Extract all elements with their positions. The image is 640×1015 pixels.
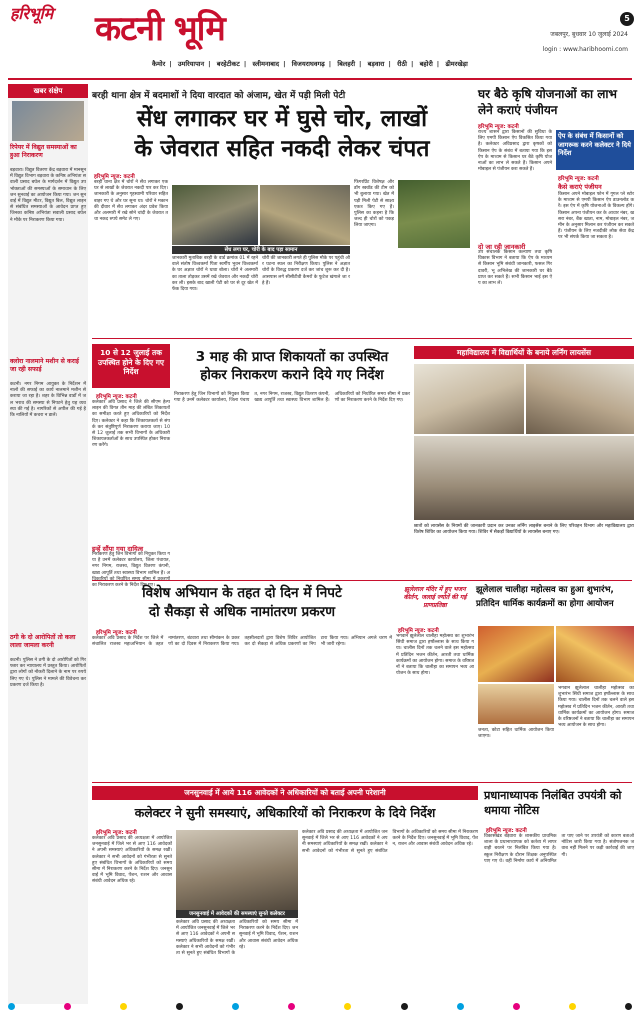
nav-item[interactable]: बहोरी xyxy=(419,60,433,68)
lead-photo-3 xyxy=(398,180,470,248)
principal-byline: हरिभूमि न्यूज: कटनी xyxy=(486,828,527,834)
jhulelal-byline: हरिभूमि न्यूज: कटनी xyxy=(398,628,439,634)
agri-byline: हरिभूमि न्यूज: कटनी xyxy=(478,124,519,130)
hearing-text-3: कलेक्टर अवि प्रसाद की अध्यक्षता में आयोजित जनसुनवाई में जिले भर से आए 116 आवेदकों ने अपनी समस्याएं अधिकारियों के समक्ष रखीं। कलेक्टर ने सभी आवेदनों को गंभीरता से सुनते हुए संबंधित विभागों के अधिकारियों को समय सीमा में निराकरण करने के निर्देश दिए। जनसुनवाई में भूमि विवाद, पेंशन, राशन और आवास संबंधी आवेदन अधिक रहे। xyxy=(302,830,478,854)
agri-text: राज्य शासन द्वारा किसानों की सुविधा के लिए एमपी किसान ऐप विकसित किया गया है। कलेक्टर अविप्रसाद द्वारा कृषकों को किसान ऐप के संबंध में बताया गया कि इस ऐप के माध्यम से किसान घर बैठे कृषि योजनाओं का लाभ ले सकते हैं। किसान अपने मोबाइल से पंजीयन करा सकते हैं। xyxy=(478,130,552,173)
campaign-headline-1: विशेष अभियान के तहत दो दिन में निपटे xyxy=(142,585,342,601)
jhulelal-caption: जनता, कोटा सहित धार्मिक आयोजन किया जाएगा। xyxy=(478,728,554,740)
jhulelal-photo-3 xyxy=(478,684,554,724)
jhulelal-photo-1 xyxy=(478,626,554,682)
jhulelal-photo-2 xyxy=(556,626,634,682)
sidebar-text-3: कटनी। पुलिस ने ठगी के दो आरोपितों को गिरफ्तार कर न्यायालय में प्रस्तुत किया। आरोपितों द्वारा लोगों को नौकरी दिलाने के नाम पर रुपये लिए गए थे। पुलिस ने मामले की विवेचना कर प्रकरण दर्ज किया है। xyxy=(10,658,86,688)
complaints-subhead: इन्हें सौंपा गया दायित्व xyxy=(92,545,143,553)
hearing-text-2: कलेक्टर अवि प्रसाद की अध्यक्षता में आयोजित जनसुनवाई में जिले भर से आए 116 आवेदकों ने अपनी समस्याएं अधिकारियों के समक्ष रखीं। कलेक्टर ने सभी आवेदनों को गंभीरता से सुनते हुए संबंधित विभागों के अधिकारियों को समय सीमा में निराकरण करने के निर्देश दिए। जनसुनवाई में भूमि विवाद, पेंशन, राशन और आवास संबंधी आवेदन अधिक रहे। xyxy=(176,920,298,957)
nav-item[interactable]: बिलहरी xyxy=(337,60,356,68)
agri-text-2: उप संचालक किसान कल्याण तथा कृषि विकास विभाग ने बताया कि ऐप के माध्यम से किसान भूमि संबंधी जानकारी, फसल गिरदावरी, भू अभिलेख की जानकारी घर बैठे प्राप्त कर सकते हैं। सभी किसान भाई इस ऐप का लाभ लें। xyxy=(478,250,552,287)
lead-column-1: बरही थाना क्षेत्र में चोरों ने सेंध लगाकर एक घर से लाखों के जेवरात नकदी पार कर दिए। जानकारी के अनुसार गृहस्वामी परिवार सहित बाहर गए थे और घर सूना था। चोरों ने मकान की दीवार में सेंध लगाकर अंदर प्रवेश किया और अलमारी में रखे सोने चांदी के जेवरात तथा नकद रुपये समेट ले गए। xyxy=(94,180,168,223)
agri-box-subhead: कैसे कराएं पंजीयन xyxy=(558,183,602,191)
complaints-text: कलेक्टर अवि प्रसाद ने जिले की सीएम हेल्पलाइन की विगत तीन माह की लंबित शिकायतों का समीक्षा करते हुए अधिकारियों को निर्देश दिए। कलेक्टर ने कहा कि शिकायतकर्ता से संपर्क कर संतुष्टिपूर्ण निराकरण कराया जाए। 10 से 12 जुलाई तक सभी विभागों के अधिकारी शिकायतकर्ताओं के साथ उपस्थित होकर निराकरण करेंगे। xyxy=(92,400,170,449)
dateline: जबलपुर, बुधवार 10 जुलाई 2024 xyxy=(550,31,628,38)
college-caption: छात्रों को लायसेंस के नियमों की जानकारी प्रदान कर उनका लर्निंग लाइसेंस बनाने के लिए परिवहन विभाग और महाविद्यालय द्वारा विशेष शिविर का आयोजन किया गया। शिविर में सैकड़ों विद्यार्थियों के लायसेंस बनाए गए। xyxy=(414,524,634,536)
sidebar-headline-1: रिपेयर में विद्युत समस्याओं का हुआ निराकरण xyxy=(10,144,77,159)
color-mark xyxy=(8,1003,15,1010)
color-mark xyxy=(176,1003,183,1010)
color-mark xyxy=(625,1003,632,1010)
agri-headline: घर बैठे कृषि योजनाओं का लाभ लेने कराएं पंजीयन xyxy=(478,87,617,117)
section-nav: कैमोर | उमरियापान | बरहेटीकट | स्लीमनाबाद | विजयराघवगढ़ | बिलहरी | बड़वारा | रीठी | बहोरी | ढीमरखेड़ा xyxy=(152,60,468,68)
campaign-text: कलेक्टर अवि प्रसाद के निर्देश पर जिले में संचालित राजस्व महाअभियान के तहत नामांतरण, बंटवारा तथा सीमांकन के प्रकरणों का दो दिवस में निराकरण किया गया। तहसीलदारों द्वारा विशेष शिविर आयोजित कर दो सैकड़ा से अधिक प्रकरणों का निपटारा किया गया। अभियान अगले चरण में भी जारी रहेगा। xyxy=(92,636,392,648)
college-photo-1 xyxy=(414,364,524,434)
hearing-byline: हरिभूमि न्यूज: कटनी xyxy=(96,830,137,836)
campaign-byline: हरिभूमि न्यूज: कटनी xyxy=(96,630,137,636)
jhulelal-text-2: भगवान झूलेलाल चालीहा महोत्सव का शुभारंभ सिंधी समाज द्वारा हर्षोल्लास के साथ किया गया। चालीस दिनों तक चलने वाले इस महोत्सव में प्रतिदिन भजन कीर्तन, आरती तथा धार्मिक कार्यक्रमों का आयोजन होगा। समाज के वरिष्ठजनों ने बताया कि चालीहा का समापन भव्य आयोजन के साथ होगा। xyxy=(558,686,634,729)
color-mark xyxy=(288,1003,295,1010)
color-mark xyxy=(569,1003,576,1010)
jhulelal-red-text: झूलेलाल मंदिर में हुए भजन कीर्तन, जलाई ज्योतें की गई प्राणप्रतिष्ठा xyxy=(403,586,467,609)
login-link[interactable]: login : www.haribhoomi.com xyxy=(542,46,628,53)
lead-kicker: बरही थाना क्षेत्र में बदमाशों ने दिया वारदात को अंजाम, खेत में पड़ी मिली पेटी xyxy=(92,91,346,101)
header-divider xyxy=(8,78,632,80)
complaints-headline-1: 3 माह की प्राप्त शिकायतों का उपस्थित xyxy=(195,349,389,365)
jhulelal-headline-1: झूलेलाल चालीहा महोत्सव का हुआ शुभारंभ, xyxy=(476,585,614,595)
brand-name: हरिभूमि xyxy=(10,4,53,23)
page-number: 5 xyxy=(620,12,634,26)
college-banner: महाविद्यालय में विद्यार्थियों के बनाये लर्निंग लायसेंस xyxy=(414,346,634,359)
nav-item[interactable]: उमरियापान xyxy=(177,60,205,68)
masthead-logo xyxy=(10,2,53,24)
lead-column-3: चोरी की जानकारी लगते ही पुलिस मौके पर पहुंची और घटना स्थल का निरीक्षण किया। पुलिस ने अज्ञात चोरों के विरुद्ध प्रकरण दर्ज कर जांच शुरू कर दी है। आसपास लगे सीसीटीवी कैमरों के फुटेज खंगाले जा रहे हैं। xyxy=(262,256,350,286)
registration-marks xyxy=(8,1003,632,1011)
agri-subhead: दो जा रही जानकारी xyxy=(478,243,526,251)
sidebar-title: खबर संक्षेप xyxy=(8,84,88,98)
color-mark xyxy=(344,1003,351,1010)
lead-headline-2: के जेवरात सहित नकदी लेकर चंपत xyxy=(134,136,430,162)
sidebar-headline-3: ठगी के दो आरोपितों तो कला लाला जामला करनी xyxy=(10,634,76,649)
agri-box-text: किसान अपने मोबाइल फोन में गूगल प्ले स्टोर के माध्यम से एमपी किसान ऐप डाउनलोड करें। इस ऐप में कृषि योजनाओं के विकल्प होंगे। किसान अपना पंजीयन कर के आधार नंबर, खसरा नंबर, बैंक खाता, नाम, मोबाइल नंबर, जमीन के अनुसार मिलान कर पंजीयन कर सकते हैं। पंजीयन के लिए नजदीकी लोक सेवा केंद्र पर भी संपर्क किया जा सकता है। xyxy=(558,192,634,241)
nav-item[interactable]: रीठी xyxy=(397,60,407,68)
color-mark xyxy=(401,1003,408,1010)
lead-byline: हरिभूमि न्यूज: कटनी xyxy=(94,174,135,180)
hearing-kicker: जनसुनवाई में आये 116 आवेदकों ने अधिकारियों को बताई अपनी परेशानी xyxy=(92,786,478,800)
principal-headline: प्रधानाध्यापक निलंबित उपयंत्री को थमाया नोटिस xyxy=(484,789,622,817)
lead-photo-2 xyxy=(260,185,350,245)
nav-item[interactable]: बरहेटीकट xyxy=(216,60,240,68)
sidebar-photo xyxy=(12,101,84,141)
color-mark xyxy=(232,1003,239,1010)
lead-photo-caption: सेंध लगा घर, चोरी के बाद पड़ा सामान xyxy=(172,246,350,254)
sidebar-text-2: कटनी। नगर निगम आयुक्त के निर्देशन में नालों की सफाई का कार्य नालमाने मशीन से कराया जा रहा है। शहर के विभिन्न वार्डों में जल भराव की समस्या से निपटने हेतु यह व्यवस्था की गई है। नागरिकों से अपील की गई है कि नालियों में कचरा न डालें। xyxy=(10,382,86,419)
color-mark xyxy=(64,1003,71,1010)
hearing-photo-caption: जनसुनवाई में आवेदकों की समस्याएं सुनते कलेक्टर xyxy=(176,910,298,918)
campaign-headline-2: दो सैकड़ा से अधिक नामांतरण प्रकरण xyxy=(148,604,336,620)
lead-column-4: फिंगरप्रिंट विशेषज्ञ और डॉग स्क्वॉड की टीम को भी बुलाया गया। खेत में पड़ी मिली पेटी से साक्ष्य एकत्र किए गए हैं। पुलिस का कहना है कि जल्द ही चोरों को पकड़ लिया जाएगा। xyxy=(354,180,394,229)
nav-item[interactable]: बड़वारा xyxy=(367,60,385,68)
hearing-photo xyxy=(176,830,298,910)
lead-headline-1: सेंध लगाकर घर में घुसे चोर, लाखों xyxy=(136,106,428,132)
jhulelal-text: भगवान झूलेलाल चालीहा महोत्सव का शुभारंभ सिंधी समाज द्वारा हर्षोल्लास के साथ किया गया। चालीस दिनों तक चलने वाले इस महोत्सव में प्रतिदिन भजन कीर्तन, आरती तथा धार्मिक कार्यक्रमों का आयोजन होगा। समाज के वरिष्ठजनों ने बताया कि चालीहा का समापन भव्य आयोजन के साथ होगा। xyxy=(396,634,474,677)
color-mark xyxy=(457,1003,464,1010)
hearing-headline: कलेक्टर ने सुनी समस्याएं, अधिकारियों को निराकरण के दिये निर्देश xyxy=(134,805,436,820)
nav-item[interactable]: कैमोर xyxy=(152,60,166,68)
row-divider xyxy=(92,338,632,339)
sidebar-text-1: बड़वारा। विद्युत वितरण केंद्र बड़वारा में मानसून में विद्युत विभाग बड़वारा के कनिष्ठ अभियंता सवाली प्रसाद बघेल के मार्गदर्शन में विद्युत उपभोक्ताओं की समस्याओं के समाधान के लिए जन सुनवाई का आयोजन किया गया। जन सुनवाई में विद्युत मीटर, विद्युत बिल, विद्युत लाइन से संबंधित समस्याओं के आवेदन प्राप्त हुए जिनका कनिष्ठ अभियंता सवाली प्रसाद बघेल ने मौके पर निराकरण किया गया। xyxy=(10,168,86,223)
hearing-text: कलेक्टर अवि प्रसाद की अध्यक्षता में आयोजित जनसुनवाई में जिले भर से आए 116 आवेदकों ने अपनी समस्याएं अधिकारियों के समक्ष रखीं। कलेक्टर ने सभी आवेदनों को गंभीरता से सुनते हुए संबंधित विभागों के अधिकारियों को समय सीमा में निराकरण करने के निर्देश दिए। जनसुनवाई में भूमि विवाद, पेंशन, राशन और आवास संबंधी आवेदन अधिक रहे। xyxy=(92,836,172,885)
lead-photo-1 xyxy=(172,185,258,245)
nav-item[interactable]: स्लीमनाबाद xyxy=(252,60,280,68)
complaints-headline-2: होकर निराकरण कराने दिये गए निर्देश xyxy=(200,367,384,383)
color-mark xyxy=(513,1003,520,1010)
complaints-text-2: निराकरण हेतु जिन विभागों को नियुक्त किया गया है उनमें कलेक्टर कार्यालय, जिला पंचायत, नगर निगम, राजस्व, विद्युत वितरण कंपनी, खाद्य आपूर्ति तथा स्वास्थ्य विभाग शामिल हैं। अ का निराकरण करने के निर्देश दिए गए। xyxy=(92,552,170,589)
jhulelal-headline-2: प्रतिदिन धार्मिक कार्यक्रमों का होगा आयोजन xyxy=(476,599,614,609)
page-title: कटनी भूमि xyxy=(95,9,225,49)
color-mark xyxy=(120,1003,127,1010)
nav-item[interactable]: ढीमरखेड़ा xyxy=(445,60,468,68)
row-divider xyxy=(92,782,632,783)
lead-column-2: जानकारी मुताबिक बरही के वार्ड क्रमांक 01 में रहने वाले संतोष विश्वकर्मा पिता स्वर्गीय भुवन विश्वकर्मा के घर अज्ञात चोरों ने धावा बोला। चोरों ने अलमारी का ताला तोड़कर उसमें रखे जेवरात और नकदी चोरी कर ली। इसके बाद खाली पेटी को घर से दूर खेत में फेंक दिया गया। xyxy=(172,256,258,293)
agri-box-byline: हरिभूमि न्यूज: कटनी xyxy=(558,176,599,182)
complaints-byline: हरिभूमि न्यूज: कटनी xyxy=(96,394,137,400)
complaints-body: निराकरण हेतु जिन विभागों को नियुक्त किया गया है उनमें कलेक्टर कार्यालय, जिला पंचायत, नगर निगम, राजस्व, विद्युत वितरण कंपनी, खाद्य आपूर्ति तथा स्वास्थ्य विभाग शामिल हैं। अधिकारियों को निर्धारित समय सीमा में प्रकरणों का निराकरण करने के निर्देश दिए गए। xyxy=(174,392,410,404)
nav-item[interactable]: विजयराघवगढ़ xyxy=(291,60,325,68)
college-photo-3 xyxy=(414,436,634,520)
sidebar-headline-2: क्लोरा नालमाने मशीन से कराई जा रही सफाई xyxy=(10,358,79,373)
principal-text: विकासखंड बड़वारा के शासकीय प्राथमिक शाला के प्रधानाध्यापक को कर्तव्य में लापरवाही बरतने पर निलंबित किया गया है। स्कूल निरीक्षण के दौरान शिक्षक अनुपस्थित पाए गए थे। वहीं निर्माण कार्य में अनियमितता पाए जाने पर उपयंत्री को कारण बताओ नोटिस जारी किया गया है। संतोषजनक जवाब नहीं मिलने पर कड़ी कार्रवाई की जाएगी। xyxy=(484,834,634,864)
row-divider xyxy=(92,580,632,581)
agri-box-headline: ऐप के संबंध में किसानों को जागरूक करने कलेक्टर ने दिये निर्देश xyxy=(556,130,634,170)
college-photo-2 xyxy=(526,364,634,434)
complaints-red-box: 10 से 12 जुलाई तक उपस्थित होने के दिए गए निर्देश xyxy=(92,344,170,388)
